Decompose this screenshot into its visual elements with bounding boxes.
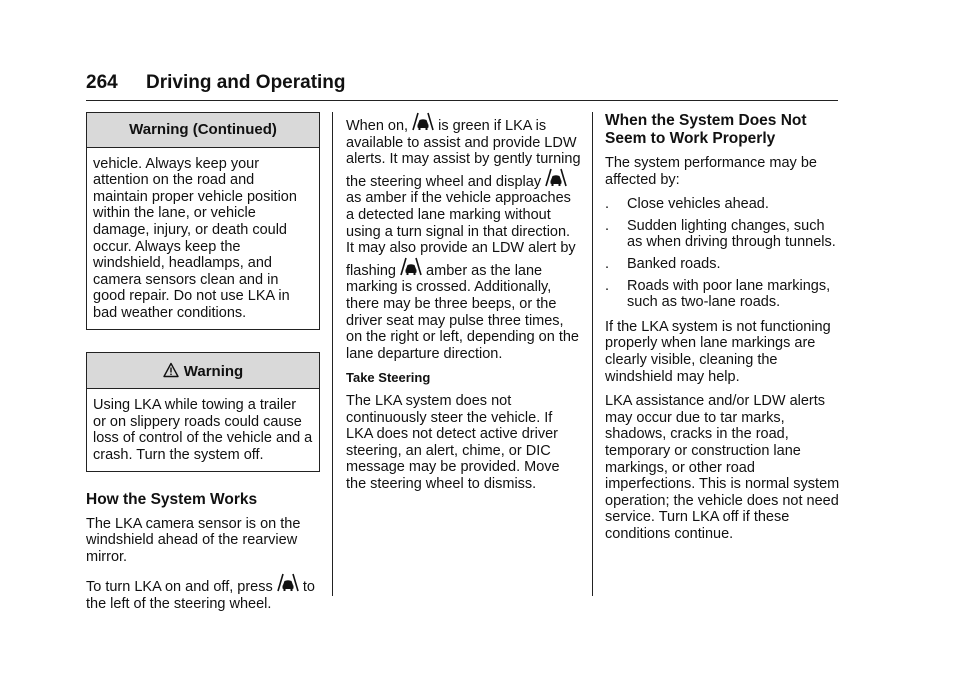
paragraph: If the LKA system is not functioning properly when lane markings are clearly visible, cleaning the windshield may help. <box>605 318 831 385</box>
list-item: . Close vehicles ahead. <box>605 196 769 213</box>
bullet-marker: . <box>605 255 610 272</box>
list-item: . Banked roads. <box>605 255 721 272</box>
paragraph: The LKA camera sensor is on the windshield ahead of the rearview mirror. <box>86 515 301 565</box>
lane-keep-assist-icon <box>412 112 434 132</box>
column-divider <box>332 112 333 596</box>
bullet-list <box>605 196 841 311</box>
paragraph: The LKA system does not continuously steer the vehicle. If LKA does not detect active driver steering, an alert, chime, or DIC message may be provided. Move the steering wheel to dismiss. <box>346 392 560 492</box>
bullet-marker: . <box>605 217 610 234</box>
lane-keep-assist-icon <box>545 168 567 188</box>
bullet-marker: . <box>605 277 610 294</box>
list-item: . Roads with poor lane markings, such as two-lane roads. <box>605 277 831 311</box>
warning-box-header <box>87 353 319 390</box>
list-item: . Sudden lighting changes, such as when driving through tunnels. <box>605 217 836 251</box>
column-right <box>605 112 841 550</box>
warning-box-title: Warning (Continued) <box>87 113 319 148</box>
section-heading-system-not-working: When the System Does Not Seem to Work Properly <box>605 112 807 147</box>
warning-triangle-icon <box>163 362 179 378</box>
warning-box-text: Using LKA while towing a trailer or on slippery roads could cause loss of control of the vehicle and a crash. Turn the system off. <box>93 397 313 463</box>
warning-box <box>86 352 320 472</box>
warning-box-title: Warning <box>183 362 244 380</box>
column-left <box>86 112 320 620</box>
bullet-marker: . <box>605 196 610 213</box>
warning-box-text: vehicle. Always keep your attention on the road and maintain proper vehicle position within the lane, or vehicle damage, injury, or death could occur. Always keep the windshield, headlamps, and camera sensors clean and in good repair. Do not use LKA in bad weather conditions. <box>93 155 297 321</box>
paragraph: To turn LKA on and off, press to the left of the steering wheel. <box>86 573 320 612</box>
paragraph: When on, is green if LKA is available to assist and provide LDW alerts. It may assist by gently turning the steering wheel and display as amber if the vehicle approaches a detected lane marking without using a turn signal in that direction. It may also provide an LDW alert by flashing amber as the lane marking is crossed. Additionally, there may be three beeps, or the driver seat may pulse three times, on the right or left, depending on the lane departure direction. <box>346 112 582 362</box>
subheading-take-steering: Take Steering <box>346 370 431 386</box>
page-header <box>86 70 838 101</box>
paragraph: LKA assistance and/or LDW alerts may occur due to tar marks, shadows, cracks in the road, temporary or construction lane markings, or other road imperfections. This is normal system operation; the vehicle does not need service. Turn LKA off if these conditions continue. <box>605 393 840 542</box>
column-divider <box>592 112 593 596</box>
lane-keep-assist-icon <box>400 257 422 277</box>
section-title: Driving and Operating <box>146 72 346 93</box>
lane-keep-assist-icon <box>277 573 299 593</box>
column-middle <box>346 112 582 500</box>
page-number: 264 <box>86 72 118 93</box>
section-heading-how-system-works: How the System Works <box>86 490 258 508</box>
warning-box-continued <box>86 112 320 330</box>
paragraph: The system performance may be affected by: <box>605 155 817 188</box>
